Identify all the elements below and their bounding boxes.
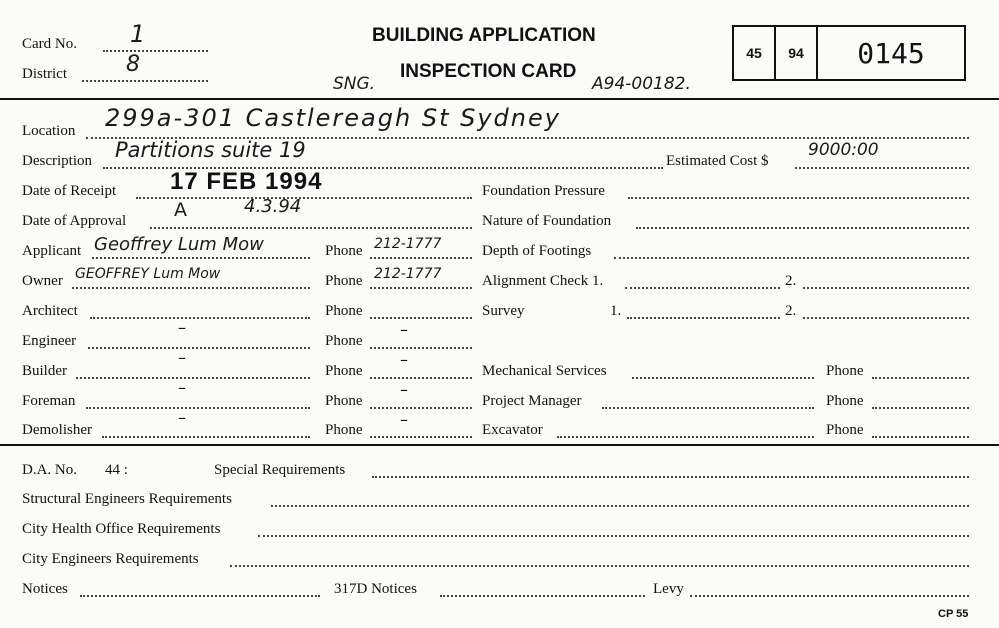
applicant-phone-label: Phone (325, 243, 363, 259)
location-label: Location (22, 123, 76, 139)
notices-line (80, 595, 320, 597)
notices-317d-line (440, 595, 645, 597)
foreman-phone-dash: – (400, 380, 408, 399)
structural-label: Structural Engineers Requirements (22, 491, 232, 507)
alignment-line-2 (803, 287, 969, 289)
excavator-phone-line (872, 436, 969, 438)
foreman-phone-label: Phone (325, 393, 363, 409)
alignment-two-label: 2. (785, 273, 797, 289)
demolisher-phone-label: Phone (325, 422, 363, 438)
foreman-dash: – (178, 378, 186, 397)
survey-one-label: 1. (610, 303, 622, 319)
description-label: Description (22, 153, 92, 169)
estimated-cost-line (795, 167, 969, 169)
notices-label: Notices (22, 581, 68, 597)
demolisher-phone-dash: – (400, 410, 408, 429)
foundation-pressure-line (628, 197, 969, 199)
city-engineers-label: City Engineers Requirements (22, 551, 199, 567)
location-value: 299a-301 Castlereagh St Sydney (105, 104, 561, 132)
builder-line (76, 377, 310, 379)
applicant-line (92, 257, 310, 259)
special-requirements-label: Special Requirements (214, 462, 346, 478)
engineer-dash: – (178, 318, 186, 337)
handwritten-sng: SNG. (333, 74, 376, 94)
receipt-label: Date of Receipt (22, 183, 117, 199)
district-value: 8 (126, 52, 140, 77)
card-number-box (732, 25, 966, 81)
middle-divider (0, 444, 999, 446)
card-no-label: Card No. (22, 36, 77, 52)
project-manager-phone-label: Phone (826, 393, 864, 409)
levy-line (690, 595, 969, 597)
applicant-label: Applicant (22, 243, 82, 259)
survey-two-label: 2. (785, 303, 797, 319)
description-value: Partitions suite 19 (115, 138, 306, 162)
foreman-label: Foreman (22, 393, 76, 409)
architect-phone-line (370, 317, 472, 319)
foundation-pressure-label: Foundation Pressure (482, 183, 605, 199)
builder-label: Builder (22, 363, 67, 379)
project-manager-line (602, 407, 814, 409)
architect-phone-label: Phone (325, 303, 363, 319)
alignment-line-1 (625, 287, 780, 289)
district-label: District (22, 66, 67, 82)
engineer-phone-label: Phone (325, 333, 363, 349)
applicant-phone-value: 212-1777 (374, 236, 442, 252)
structural-line (271, 505, 969, 507)
mechanical-phone-line (872, 377, 969, 379)
builder-phone-dash: – (400, 350, 408, 369)
approval-value: 4.3.94 (244, 196, 302, 217)
demolisher-line (102, 436, 310, 438)
builder-phone-label: Phone (325, 363, 363, 379)
approval-label: Date of Approval (22, 213, 127, 229)
owner-label: Owner (22, 273, 63, 289)
demolisher-phone-line (370, 436, 472, 438)
da-label: D.A. No. (22, 462, 77, 478)
box-cell-2: 94 (776, 27, 818, 79)
excavator-line (557, 436, 814, 438)
owner-phone-line (370, 287, 472, 289)
special-requirements-line (372, 476, 969, 478)
mechanical-phone-label: Phone (826, 363, 864, 379)
approval-line (150, 227, 472, 229)
estimated-cost-value: 9000:00 (808, 140, 879, 160)
engineer-phone-dash: – (400, 320, 408, 339)
mechanical-line (632, 377, 814, 379)
card-no-value: 1 (130, 20, 146, 48)
owner-value: GEOFFREY Lum Mow (75, 266, 221, 282)
title-line1: BUILDING APPLICATION (372, 25, 596, 46)
estimated-cost-label: Estimated Cost $ (666, 153, 769, 169)
form-code: CP 55 (938, 608, 969, 620)
owner-line (72, 287, 310, 289)
foreman-phone-line (370, 407, 472, 409)
receipt-stamp: 17 FEB 1994 (170, 168, 323, 195)
survey-label: Survey (482, 303, 525, 319)
district-line (82, 80, 208, 82)
builder-dash: – (178, 348, 186, 367)
mechanical-label: Mechanical Services (482, 363, 607, 379)
box-cell-3: 0145 (857, 36, 925, 70)
demolisher-label: Demolisher (22, 422, 92, 438)
title-line2: INSPECTION CARD (400, 61, 577, 82)
engineer-phone-line (370, 347, 472, 349)
architect-line (90, 317, 310, 319)
alignment-label: Alignment Check 1. (482, 273, 604, 289)
owner-phone-label: Phone (325, 273, 363, 289)
builder-phone-line (370, 377, 472, 379)
depth-footings-label: Depth of Footings (482, 243, 592, 259)
depth-footings-line (614, 257, 969, 259)
health-label: City Health Office Requirements (22, 521, 221, 537)
project-manager-phone-line (872, 407, 969, 409)
survey-line-1 (627, 317, 780, 319)
engineer-label: Engineer (22, 333, 77, 349)
survey-line-2 (803, 317, 969, 319)
engineer-line (88, 347, 310, 349)
foreman-line (86, 407, 310, 409)
applicant-value: Geoffrey Lum Mow (94, 234, 264, 255)
project-manager-label: Project Manager (482, 393, 582, 409)
city-engineers-line (230, 565, 969, 567)
demolisher-dash: – (178, 408, 186, 427)
excavator-phone-label: Phone (826, 422, 864, 438)
nature-foundation-line (636, 227, 969, 229)
owner-phone-value: 212-1777 (374, 266, 442, 282)
nature-foundation-label: Nature of Foundation (482, 213, 612, 229)
box-cell-1: 45 (734, 27, 776, 79)
notices-317d-label: 317D Notices (334, 581, 417, 597)
handwritten-ref: A94-00182. (592, 74, 691, 94)
card-no-line (103, 50, 208, 52)
header-divider (0, 98, 999, 100)
excavator-label: Excavator (482, 422, 543, 438)
da-value: 44 : (105, 462, 128, 478)
architect-label: Architect (22, 303, 78, 319)
applicant-phone-line (370, 257, 472, 259)
health-line (258, 535, 969, 537)
levy-label: Levy (653, 581, 684, 597)
approval-a: A (174, 199, 187, 221)
